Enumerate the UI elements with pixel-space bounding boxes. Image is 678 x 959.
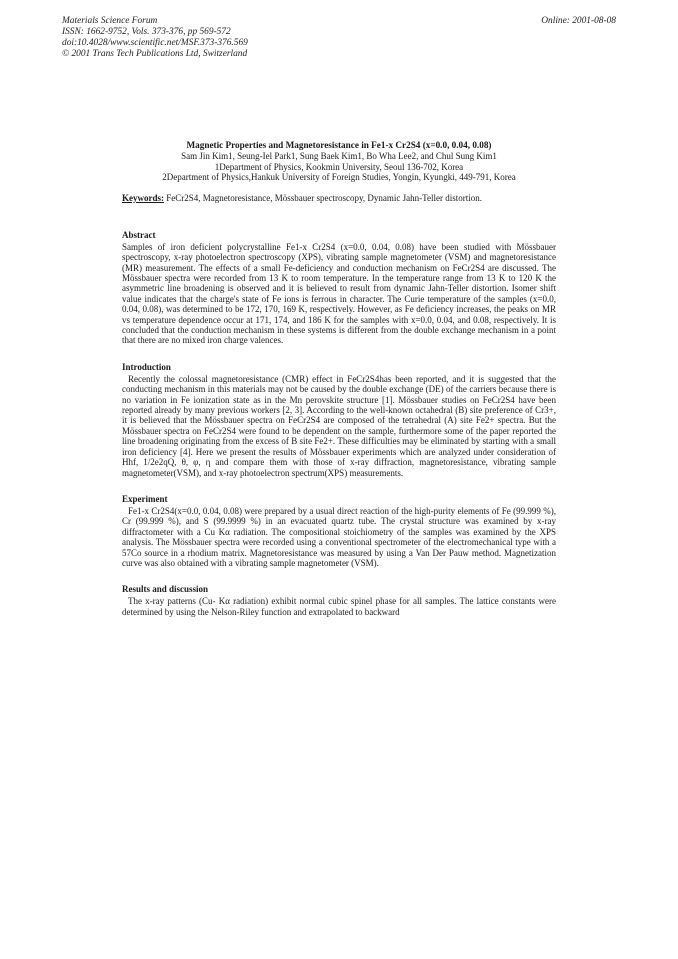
results-text: The x-ray patterns (Cu- Kα radiation) exhibit normal cubic spinel phase for all samples. The lattice constants were determined by using the Nelson-Riley function and extrapolated to backward <box>122 596 556 617</box>
results-heading: Results and discussion <box>122 584 209 595</box>
issn-line: ISSN: 1662-9752, Vols. 373-376, pp 569-572 <box>62 27 231 37</box>
experiment-text: Fe1-x Cr2S4(x=0.0, 0.04, 0.08) were prepared by a usual direct reaction of the high-purity elements of Fe (99.999 %), Cr (99.999 %), and S (99.9999 %) in an evacuated quartz tube. The crystal structure was examined by x-ray diffractometer with a Cu Kα radiation. The compositional stoichiometry of the samples was examined by the XPS analysis. The Mössbauer spectra were recorded using a conventional spectrometer of the electromechanical type with a 57Co source in a rhodium matrix. Magnetoresistance was measured by using a Van Der Pauw method. Magnetization curve was also obtained with a vibrating sample magnetometer (VSM). <box>122 505 556 568</box>
experiment-heading: Experiment <box>122 493 168 504</box>
keywords-line <box>122 193 556 204</box>
copyright-line: © 2001 Trans Tech Publications Ltd, Switzerland <box>62 49 248 59</box>
running-header <box>62 16 248 60</box>
introduction-heading: Introduction <box>122 361 171 372</box>
affiliation-1: 1Department of Physics, Kookmin University, Seoul 136-702, Korea <box>214 161 464 172</box>
keywords-label: Keywords: <box>122 192 164 203</box>
abstract-text: Samples of iron deficient polycrystalline Fe1-x Cr2S4 (x=0.0, 0.04, 0.08) have been studied with Mössbauer spectroscopy, x-ray photoelectron spectroscopy (XPS), vibrating sample magnetometer (VSM) and magnetoresistance (MR) measurement. The effects of a small Fe-deficiency and conduction mechanism on FeCr2S4 are discussed. The Mössbauer spectra were recorded from 13 K to room temperature. In the temperature range from 13 K to 120 K the asymmetric line broadening is observed and it is believed to result from dynamic Jahn-Teller distortion. Isomer shift value indicates that the charge's state of Fe ions is ferrous in character. The Curie temperature of the samples (x=0.0, 0.04, 0.08), was determined to be 172, 170, 169 K, respectively. However, as Fe deficiency increases, the peaks on MR vs temperature dependence occur at 171, 174, and 186 K for the samples with x=0.0, 0.04, and 0.08, respectively. It is concluded that the conduction mechanism in these systems is different from the double exchange mechanism in a point that there are no mixed iron charge valences. <box>122 241 556 346</box>
doi-line[interactable]: doi:10.4028/www.scientific.net/MSF.373-376.569 <box>62 38 248 48</box>
affiliation-2: 2Department of Physics,Hankuk University of Foreign Studies, Yongin, Kyungki, 449-791, Korea <box>162 172 516 183</box>
introduction-text: Recently the colossal magnetoresistance (CMR) effect in FeCr2S4has been reported, and it is suggested that the conducting mechanism in this materials may not be caused by the double exchange (DE) of the carriers because there is no variation in Fe ionization state as in the Mn perovskite structure [1]. Mössbauer studies on FeCr2S4 have been reported already by many previous workers [2, 3]. According to the well-known octahedral (B) site preference of Cr3+, it is believed that the Mössbauer spectra on FeCr2S4 are composed of the tetrahedral (A) site Fe2+ spectra. But the Mössbauer spectra on FeCr2S4 were found to be dependent on the sample, furthermore some of the paper reported the line broadening originating from the excess of B site Fe2+. These difficulties may be eliminated by starting with a small iron deficiency [4]. Here we present the results of Mössbauer experiments which are analyzed under consideration of Hhf, 1/2e2qQ, θ, φ, η and compare them with those of x-ray diffraction, magnetoresistance, vibrating sample magnetometer(VSM), and x-ray photoelectron spectrum(XPS) measurements. <box>122 373 556 478</box>
author-list: Sam Jin Kim1, Seung-Iel Park1, Sung Baek Kim1, Bo Wha Lee2, and Chul Sung Kim1 <box>181 151 497 161</box>
paper-title: Magnetic Properties and Magnetoresistance in Fe1-x Cr2S4 (x=0.0, 0.04, 0.08) <box>186 140 492 150</box>
journal-name: Materials Science Forum <box>62 16 158 26</box>
abstract-heading: Abstract <box>122 229 156 240</box>
online-date: Online: 2001-08-08 <box>541 16 616 26</box>
keywords-text: FeCr2S4, Magnetoresistance, Mössbauer spectroscopy, Dynamic Jahn-Teller distortion. <box>164 192 482 203</box>
paper-body <box>122 140 556 617</box>
